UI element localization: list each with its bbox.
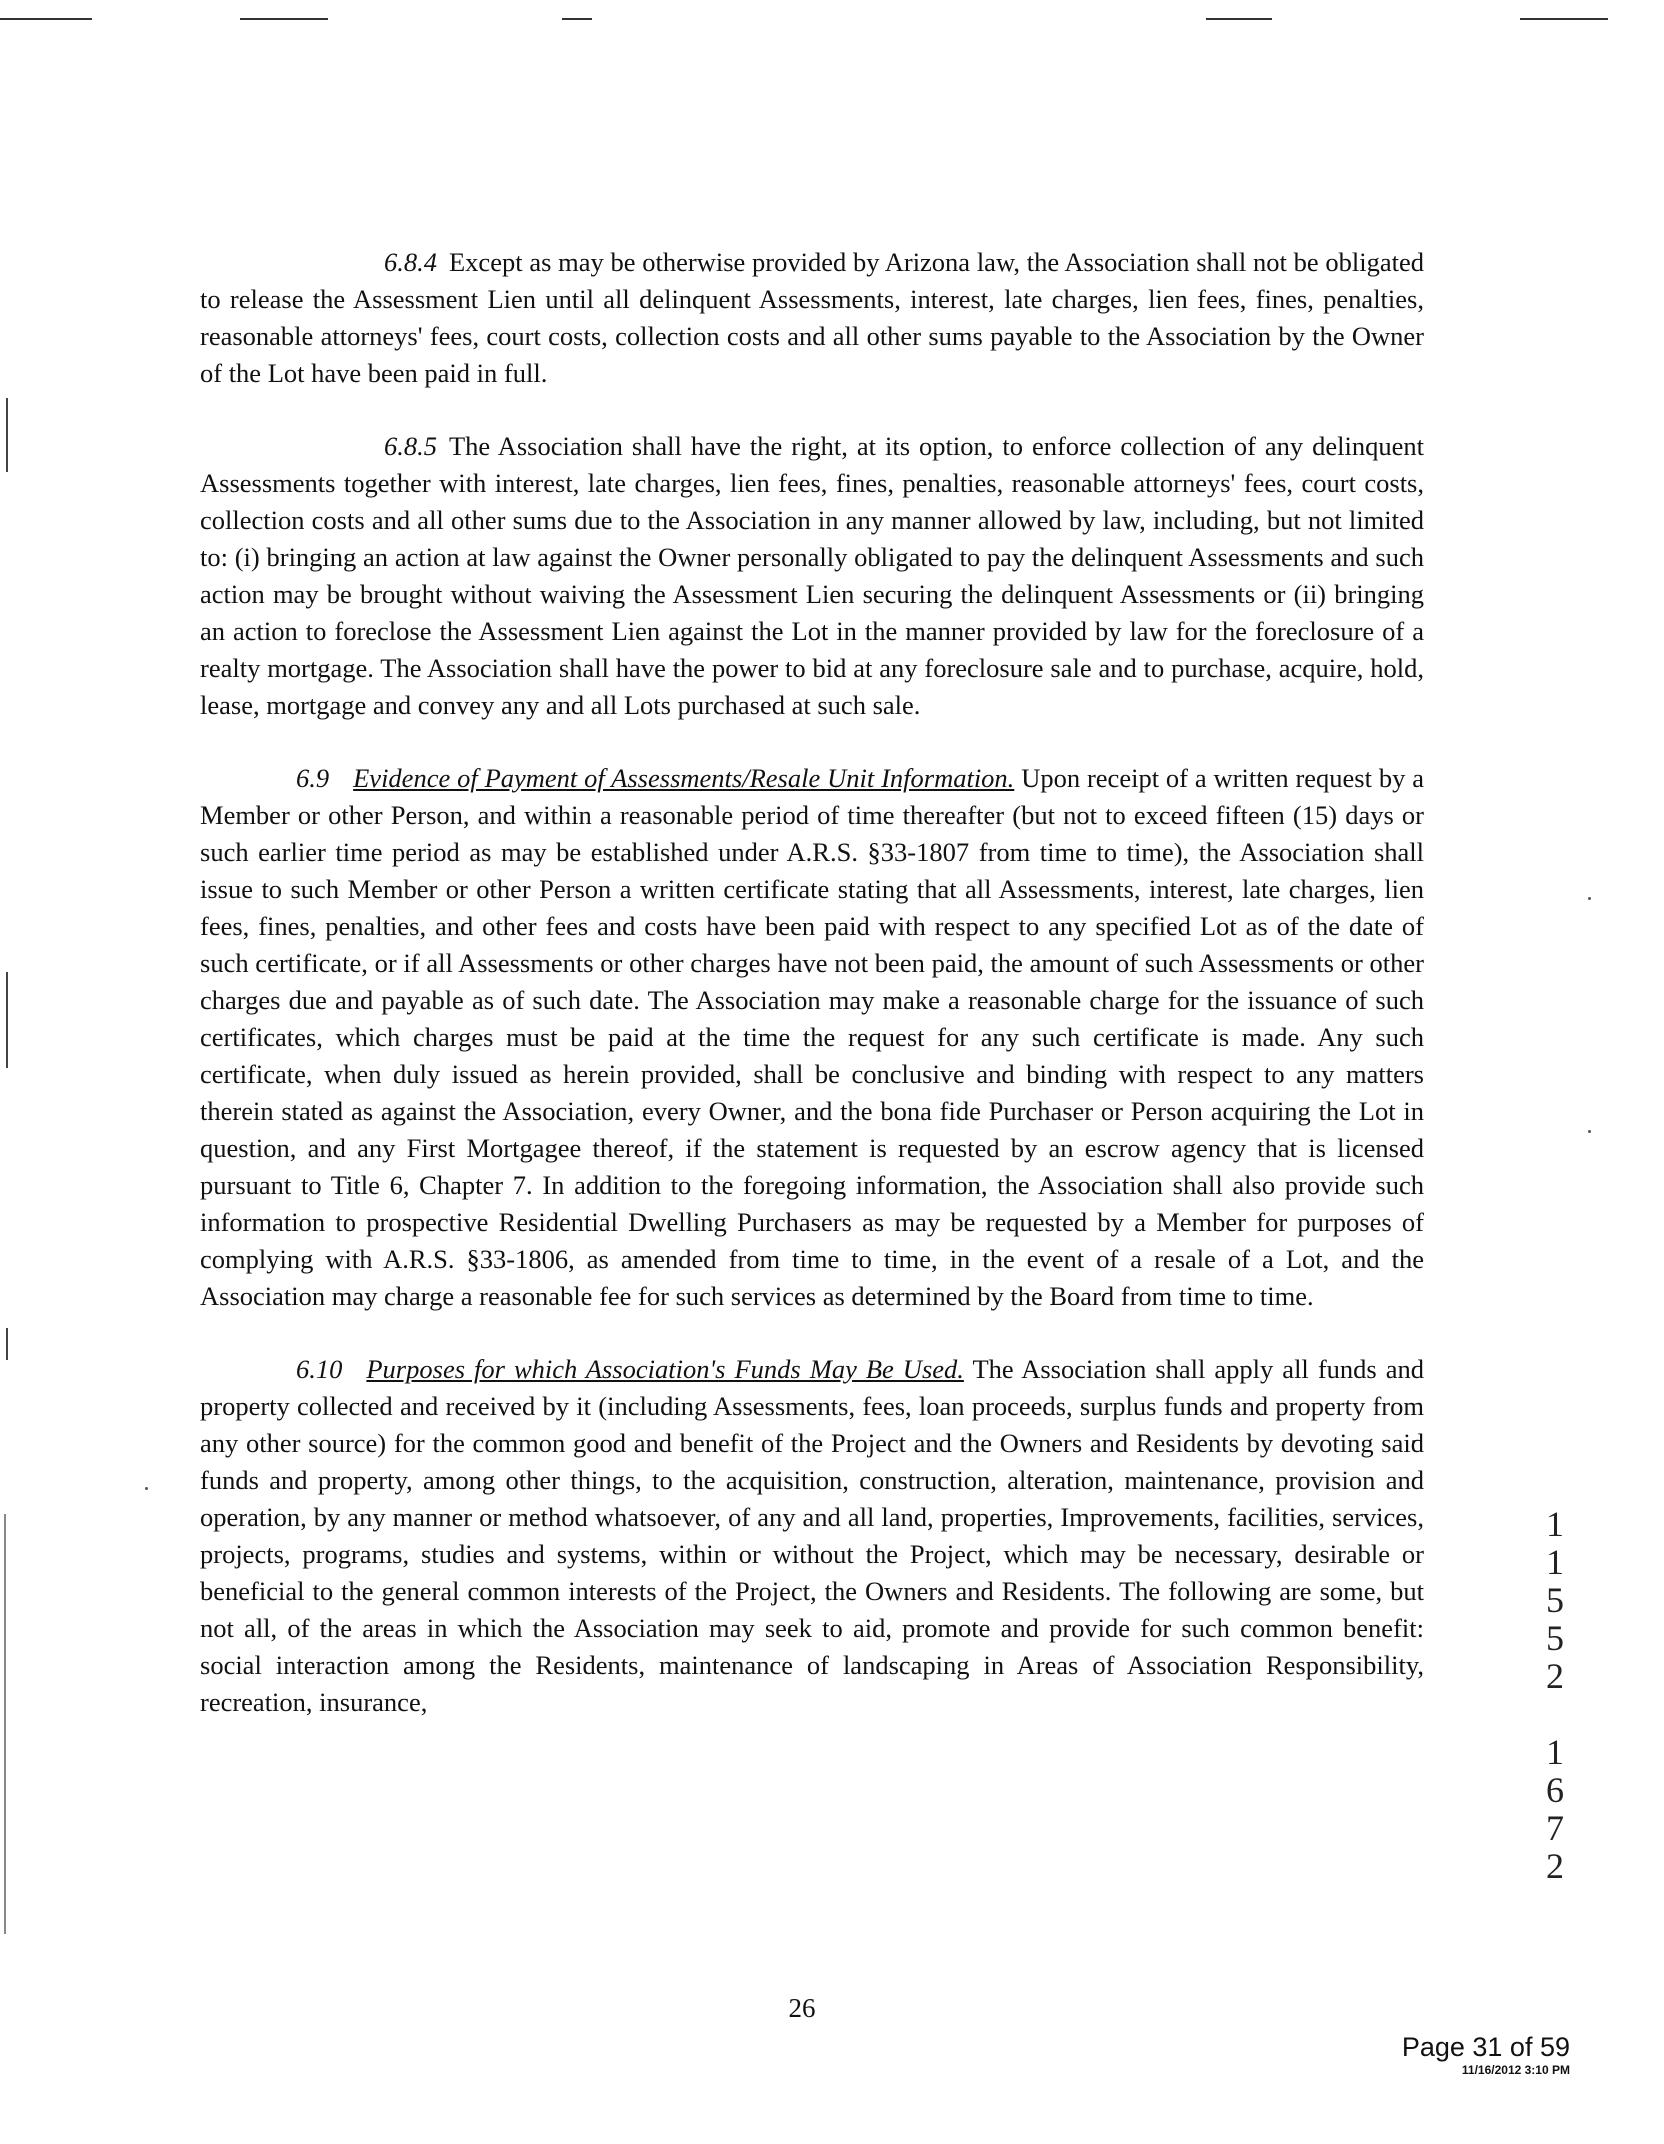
- speck: [1588, 1130, 1591, 1133]
- speck: [145, 1487, 148, 1490]
- print-timestamp: 11/16/2012 3:10 PM: [1461, 2063, 1570, 2077]
- document-body: [200, 244, 1424, 1757]
- scan-rule: [0, 18, 92, 20]
- recording-number-stamp: [1535, 1505, 1575, 1885]
- speck: [1588, 897, 1591, 900]
- stamp-digit: 1: [1546, 1542, 1564, 1582]
- stamp-digit: 1: [1546, 1732, 1564, 1772]
- stamp-digit: 5: [1546, 1580, 1564, 1620]
- stamp-digit: 1: [1546, 1504, 1564, 1544]
- stamp-digit: 2: [1546, 1846, 1564, 1886]
- paragraph-6-9: [200, 760, 1424, 1315]
- paragraph-text: The Association shall apply all funds and property collected and received by it (including Assessments, fees, loan proceeds, surplus funds and property from any other source) for the common good and benefit of the Project and the Owners and Residents by devoting said funds and property, among other things, to the acquisition, construction, alteration, maintenance, provision and operation, by any manner or method whatsoever, of any and all land, properties, Improvements, facilities, services, projects, programs, studies and systems, within or without the Project, which may be necessary, desirable or beneficial to the general common interests of the Project, the Owners and Residents. The following are some, but not all, of the areas in which the Association may seek to aid, promote and provide for such common benefit: social interaction among the Residents, maintenance of landscaping in Areas of Association Responsibility, recreation, insurance,: [200, 1354, 1424, 1717]
- paragraph-text: The Association shall have the right, at its option, to enforce collection of any delinquent Assessments together with interest, late charges, lien fees, fines, penalties, reasonable attorneys' fees, court costs, collection costs and all other sums due to the Association in any manner allowed by law, including, but not limited to: (i) bringing an action at law against the Owner personally obligated to pay the delinquent Assessments and such action may be brought without waiving the Assessment Lien securing the delinquent Assessments or (ii) bringing an action to foreclose the Assessment Lien against the Lot in the manner provided by law for the foreclosure of a realty mortgage. The Association shall have the power to bid at any foreclosure sale and to purchase, acquire, hold, lease, mortgage and convey any and all Lots purchased at such sale.: [200, 431, 1424, 720]
- paragraph-text: Except as may be otherwise provided by Arizona law, the Association shall not be obligated to release the Assessment Lien until all delinquent Assessments, interest, late charges, lien fees, fines, penalties, reasonable attorneys' fees, court costs, collection costs and all other sums payable to the Association by the Owner of the Lot have been paid in full.: [200, 247, 1424, 388]
- paragraph-6-10: [200, 1351, 1424, 1721]
- paragraph-text: Upon receipt of a written request by a Member or other Person, and within a reasonable period of time thereafter (but not to exceed fifteen (15) days or such earlier time period as may be established under A.R.S. §33-1807 from time to time), the Association shall issue to such Member or other Person a written certificate stating that all Assessments, interest, late charges, lien fees, fines, penalties, and other fees and costs have been paid with respect to any specified Lot as of the date of such certificate, or if all Assessments or other charges have not been paid, the amount of such Assessments or other charges due and payable as of such date. The Association may make a reasonable charge for the issuance of such certificates, which charges must be paid at the time the request for any such certificate is made. Any such certificate, when duly issued as herein provided, shall be conclusive and binding with respect to any matters therein stated as against the Association, every Owner, and the bona fide Purchaser or Person acquiring the Lot in question, and any First Mortgagee thereof, if the statement is requested by an escrow agency that is licensed pursuant to Title 6, Chapter 7. In addition to the foregoing information, the Association shall also provide such information to prospective Residential Dwelling Purchasers as may be requested by a Member for purposes of complying with A.R.S. §33-1806, as amended from time to time, in the event of a resale of a Lot, and the Association may charge a reasonable fee for such services as determined by the Board from time to time.: [200, 763, 1424, 1311]
- margin-mark: [6, 972, 8, 1068]
- stamp-digit: 7: [1546, 1808, 1564, 1848]
- stamp-digit: 6: [1546, 1770, 1564, 1810]
- stamp-gap: [1535, 1695, 1575, 1733]
- scan-rule: [1520, 18, 1608, 20]
- margin-mark: [6, 1328, 8, 1360]
- section-number: 6.10: [296, 1354, 343, 1384]
- section-number: 6.9: [296, 763, 330, 793]
- scan-rule: [562, 18, 592, 20]
- stamp-digit: 2: [1546, 1656, 1564, 1696]
- scan-rule: [1206, 18, 1272, 20]
- section-number: 6.8.4: [384, 247, 437, 277]
- section-heading: Evidence of Payment of Assessments/Resale Unit Information.: [353, 763, 1015, 793]
- paragraph-6-8-5: [200, 428, 1424, 724]
- margin-mark: [4, 1514, 6, 1934]
- scan-rule: [240, 18, 328, 20]
- section-number: 6.8.5: [384, 431, 437, 461]
- section-heading: Purposes for which Association's Funds May Be Used.: [366, 1354, 964, 1384]
- footer: [1300, 2032, 1570, 2077]
- paragraph-6-8-4: [200, 244, 1424, 392]
- stamp-digit: 5: [1546, 1618, 1564, 1658]
- page-count-label: Page 31 of 59: [1401, 2032, 1570, 2062]
- margin-mark: [6, 398, 8, 472]
- page-number: 26: [788, 1993, 816, 2023]
